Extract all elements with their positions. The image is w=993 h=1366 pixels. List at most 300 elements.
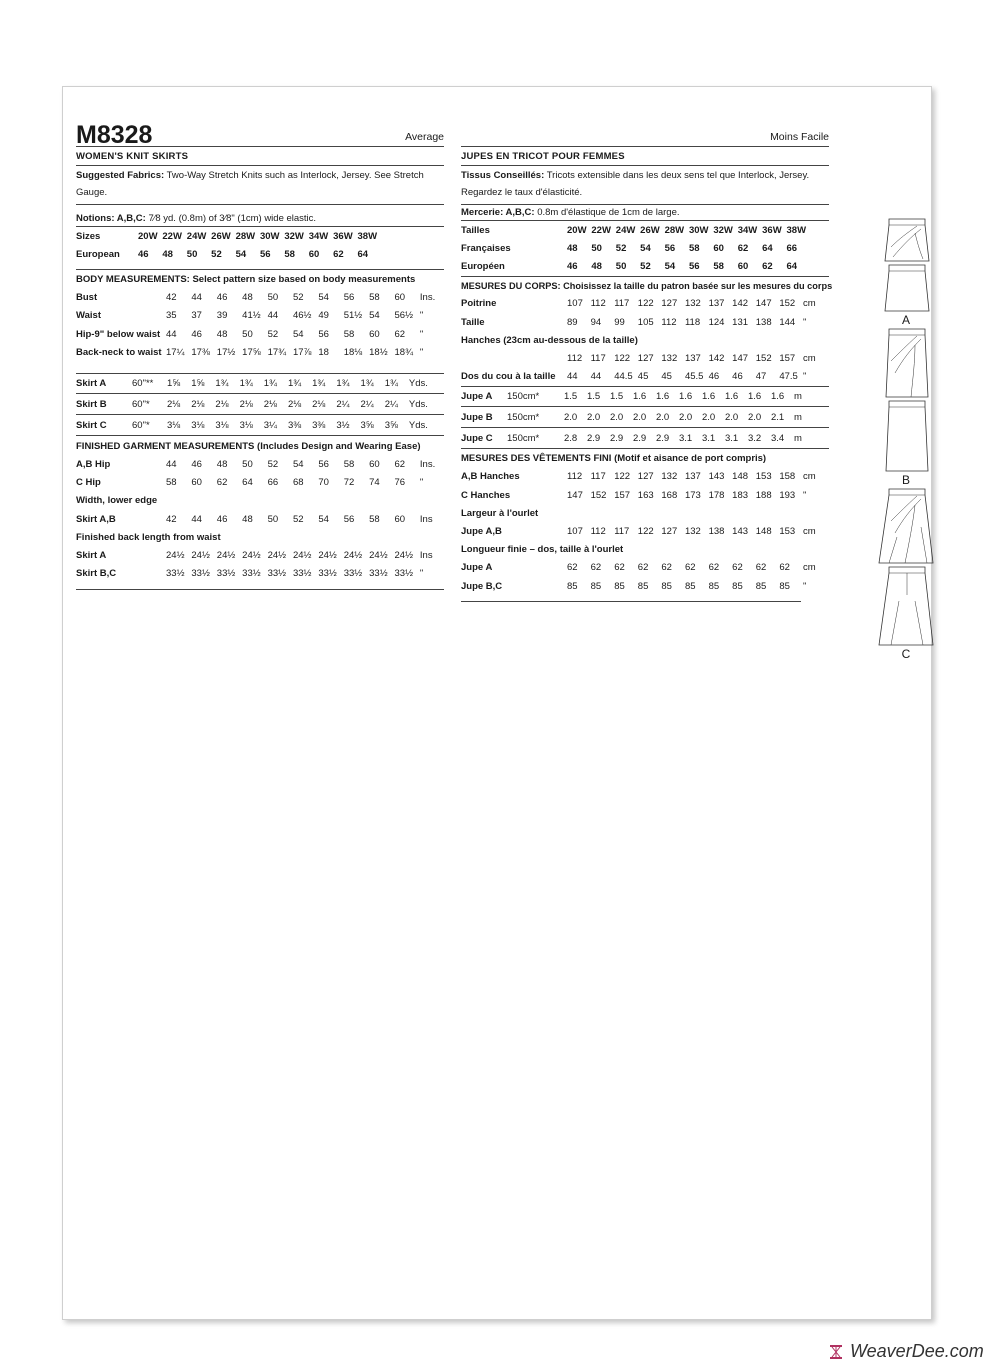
table-cell: 1.6 (633, 390, 647, 402)
table-cell: 44 (590, 371, 602, 383)
table-cell: 62 (216, 477, 228, 489)
fr-length-rows (461, 559, 829, 595)
table-cell: 2.0 (656, 411, 670, 423)
fabric-width: 60"* (132, 399, 150, 411)
finished-measurements-heading: FINISHED GARMENT MEASUREMENTS (Includes Design and Wearing Ease) (76, 440, 421, 452)
table-cell: 64 (242, 477, 253, 489)
fr-hip-rows (461, 468, 829, 504)
table-cell: 168 (661, 489, 678, 501)
table-cell: 52 (615, 242, 627, 254)
table-cell: 72 (343, 477, 355, 489)
table-cell: 62 (684, 562, 696, 574)
table-cell: 85 (708, 580, 720, 592)
table-cell: 46½ (292, 310, 312, 322)
table-cell: 2.1 (771, 411, 785, 423)
table-cell: 33½ (369, 568, 388, 580)
pattern-number: M8328 (76, 121, 153, 149)
unit-label: Yds. (408, 378, 428, 390)
table-cell: 132 (661, 471, 678, 483)
table-cell: 1.6 (725, 390, 739, 402)
fr-european-sizes (461, 257, 829, 275)
table-cell: 24½ (318, 550, 337, 562)
table-cell: 54 (292, 328, 304, 340)
table-cell: 33½ (191, 568, 210, 580)
table-cell: 122 (637, 298, 654, 310)
unit-label: cm (802, 526, 816, 538)
unit-label: Ins. (419, 292, 436, 304)
table-cell: 112 (590, 526, 606, 538)
table-cell: 17½ (216, 346, 236, 358)
table-cell: 3½ (336, 420, 350, 432)
fr-hanches-row (461, 349, 829, 367)
en-length-rows (76, 546, 444, 582)
table-cell: 52 (267, 328, 279, 340)
table-cell: 46 (191, 459, 202, 471)
table-cell: 127 (661, 526, 678, 538)
table-cell: 34W (308, 230, 329, 242)
table-cell: 3⅛ (215, 420, 229, 432)
table-cell: 137 (684, 471, 701, 483)
table-cell: 22W (591, 224, 611, 236)
en-hip-rows (76, 456, 444, 492)
table-cell: 17⅞ (292, 346, 312, 358)
table-cell: 50 (267, 292, 279, 304)
skirt-b-front-sketch (877, 327, 935, 399)
table-cell: 18¾ (394, 346, 414, 358)
table-cell: 3⅜ (287, 420, 302, 432)
table-cell: 48 (591, 260, 602, 272)
row-label: Dos du cou à la taille (461, 371, 556, 383)
table-cell: 105 (637, 316, 654, 328)
table-cell: 46 (216, 292, 228, 304)
unit-label: Yds. (408, 399, 428, 411)
table-cell: 1.5 (587, 390, 601, 402)
table-cell: 85 (637, 580, 649, 592)
table-cell: 66 (267, 477, 279, 489)
unit-label: " (802, 371, 807, 383)
unit-label: cm (802, 352, 816, 364)
table-row (461, 468, 829, 486)
row-label: Skirt B (76, 399, 107, 411)
table-cell: 122 (614, 352, 631, 364)
row-label: Jupe B,C (461, 580, 503, 592)
difficulty-label-fr: Moins Facile (461, 131, 829, 147)
table-cell: 3⅛ (239, 420, 253, 432)
table-cell: 24W (615, 224, 636, 236)
table-cell: 124 (708, 316, 725, 328)
table-cell: 33½ (343, 568, 363, 580)
table-cell: 58 (369, 513, 380, 525)
width-lower-edge-heading: Width, lower edge (76, 495, 158, 507)
table-cell: 33½ (242, 568, 261, 580)
table-cell: 112 (567, 352, 583, 364)
table-cell: 2⅛ (287, 399, 302, 411)
table-cell: 152 (590, 489, 607, 501)
table-cell: 1.6 (702, 390, 716, 402)
table-cell: 1.5 (564, 390, 578, 402)
row-label: Skirt C (76, 420, 107, 432)
table-cell: 60 (369, 328, 380, 340)
table-cell: 137 (684, 352, 701, 364)
table-cell: 46 (732, 371, 743, 383)
table-cell: 1.6 (656, 390, 670, 402)
table-cell: 153 (779, 526, 796, 538)
table-cell: 157 (614, 489, 631, 501)
table-cell: 62 (732, 562, 743, 574)
table-cell: 64 (786, 260, 798, 272)
table-cell: 3⅛ (191, 420, 205, 432)
notions-text: 7⁄8 yd. (0.8m) of 3⁄8" (1cm) wide elastic. (145, 213, 317, 224)
table-cell: 107 (567, 298, 583, 310)
width-lower-edge-heading-fr: Largeur à l'ourlet (461, 507, 539, 519)
skirt-a-back-sketch (877, 263, 935, 313)
unit-label: " (419, 328, 424, 340)
table-cell: 38W (357, 230, 378, 242)
table-cell: 62 (737, 242, 749, 254)
table-cell: 44 (567, 371, 578, 383)
table-cell: 117 (614, 526, 630, 538)
table-cell: 1.6 (748, 390, 762, 402)
table-cell: 17⅜ (191, 346, 210, 358)
table-cell: 143 (708, 471, 725, 483)
table-cell: 60 (191, 477, 202, 489)
unit-label: " (802, 489, 807, 501)
table-cell: 85 (684, 580, 696, 592)
table-row (461, 221, 829, 239)
table-cell: 85 (590, 580, 602, 592)
table-cell: 3⅛ (167, 420, 181, 432)
unit-label: " (802, 580, 807, 592)
table-cell: 2.0 (633, 411, 647, 423)
table-cell: 62 (333, 248, 344, 260)
row-label: Jupe C (461, 432, 493, 444)
table-cell: 127 (637, 352, 654, 364)
table-cell: 48 (242, 292, 253, 304)
table-cell: 42 (166, 292, 177, 304)
table-cell: 33½ (166, 568, 185, 580)
table-cell: 64 (357, 248, 369, 260)
table-cell: 2.0 (564, 411, 578, 423)
table-cell: 2⅛ (239, 399, 253, 411)
table-cell: 2.0 (610, 411, 624, 423)
table-cell: 3.1 (702, 432, 716, 444)
table-cell: 147 (567, 489, 583, 501)
table-cell: 68 (292, 477, 304, 489)
body-measurements-heading-fr: MESURES DU CORPS: Choisissez la taille du patron basée sur les mesures du corps (461, 280, 833, 291)
unit-label: " (419, 568, 424, 580)
table-cell: 2⅛ (312, 399, 326, 411)
fr-width-rows (461, 522, 829, 540)
table-cell: 147 (732, 352, 749, 364)
table-row (461, 577, 829, 595)
row-label: Européen (461, 260, 505, 272)
brand-name: WeaverDee.com (850, 1341, 984, 1361)
table-cell: 52 (211, 248, 222, 260)
table-cell: 58 (713, 260, 724, 272)
table-cell: 60 (308, 248, 320, 260)
table-cell: 24½ (292, 550, 312, 562)
unit-label: m (794, 411, 802, 423)
table-cell: 32W (713, 224, 733, 236)
table-cell: 3.4 (771, 432, 785, 444)
table-cell: 1¾ (384, 378, 398, 390)
view-a-label: A (901, 313, 910, 327)
table-cell: 132 (661, 352, 678, 364)
table-cell: 142 (732, 298, 749, 310)
row-label: Tailles (461, 224, 490, 236)
table-cell: 18 (318, 346, 329, 358)
row-label: Jupe A (461, 562, 493, 574)
table-cell: 33½ (318, 568, 337, 580)
table-cell: 44.5 (614, 371, 633, 383)
notions-label: Notions: A,B,C: (76, 213, 146, 224)
fabric-width: 150cm* (507, 411, 540, 423)
table-cell: 94 (590, 316, 602, 328)
finished-measurements-heading-fr: MESURES DES VÊTEMENTS FINI (Motif et aisance de port compris) (461, 453, 767, 465)
table-cell: 38W (786, 224, 807, 236)
fabrics-label: Suggested Fabrics: (76, 170, 165, 181)
table-cell: 183 (732, 489, 749, 501)
table-cell: 85 (567, 580, 578, 592)
row-label: C Hanches (461, 489, 511, 501)
unit-label: Ins. (419, 459, 436, 471)
table-cell: 1¾ (263, 378, 277, 390)
table-cell: 48 (216, 328, 228, 340)
table-cell: 58 (343, 459, 355, 471)
table-cell: 48 (567, 242, 578, 254)
table-cell: 36W (762, 224, 782, 236)
table-cell: 2.0 (702, 411, 716, 423)
table-cell: 193 (779, 489, 796, 501)
table-cell: 44 (267, 310, 279, 322)
table-row (461, 313, 829, 331)
table-cell: 60 (713, 242, 724, 254)
table-cell: 62 (394, 328, 406, 340)
view-b-label: B (901, 473, 910, 487)
en-yardage-rows (76, 374, 444, 436)
table-cell: 60 (394, 292, 406, 304)
table-cell: 1¾ (239, 378, 253, 390)
view-sketches (877, 217, 937, 661)
table-cell: 58 (284, 248, 295, 260)
table-cell: 147 (755, 298, 772, 310)
table-cell: 44 (166, 328, 177, 340)
table-row (76, 456, 444, 474)
table-cell: 56 (259, 248, 271, 260)
table-cell: 152 (755, 352, 772, 364)
notions-label-fr: Mercerie: A,B,C: (461, 207, 535, 218)
fabrics-text-fr: Tricots extensible dans les deux sens tel que Interlock, Jersey. (544, 170, 810, 181)
table-cell: 28W (664, 224, 685, 236)
en-width-rows (76, 510, 444, 528)
table-cell: 74 (369, 477, 380, 489)
unit-label: Ins (419, 550, 433, 562)
table-cell: 34W (737, 224, 758, 236)
hanches-heading-fr: Hanches (23cm au-dessous de la taille) (461, 334, 638, 346)
unit-label: cm (802, 562, 816, 574)
pattern-title: WOMEN'S KNIT SKIRTS (76, 147, 444, 166)
notions (76, 205, 444, 227)
table-row (461, 257, 829, 275)
table-cell: 46 (191, 328, 202, 340)
skirt-b-back-sketch (877, 399, 935, 473)
table-cell: 50 (267, 513, 279, 525)
table-cell: 118 (684, 316, 701, 328)
table-row (76, 416, 444, 436)
row-label: Skirt A,B (76, 513, 116, 525)
table-cell: 46 (708, 371, 720, 383)
table-cell: 48 (242, 513, 253, 525)
table-cell: 131 (732, 316, 749, 328)
table-cell: 50 (242, 459, 253, 471)
table-cell: 47.5 (779, 371, 798, 383)
fr-french-sizes (461, 239, 829, 257)
table-cell: 85 (779, 580, 790, 592)
table-cell: 52 (267, 459, 279, 471)
table-cell: 24½ (343, 550, 363, 562)
brand-watermark (827, 1341, 984, 1362)
table-cell: 48 (216, 459, 228, 471)
table-cell: 52 (292, 513, 304, 525)
table-cell: 148 (755, 526, 772, 538)
table-cell: 138 (708, 526, 725, 538)
table-cell: 2.9 (633, 432, 647, 444)
table-cell: 44 (166, 459, 177, 471)
body-measurements-heading: BODY MEASUREMENTS: Select pattern size based on body measurements (76, 273, 416, 285)
table-cell: 50 (242, 328, 253, 340)
table-cell: 52 (640, 260, 651, 272)
table-cell: 2.9 (587, 432, 601, 444)
table-cell: 2¼ (336, 399, 350, 411)
fabric-width: 150cm* (507, 432, 540, 444)
table-cell: 127 (637, 471, 654, 483)
table-cell: 56 (343, 292, 355, 304)
table-cell: 54 (369, 310, 380, 322)
table-cell: 54 (292, 459, 304, 471)
difficulty-label: Average (76, 131, 444, 147)
unit-label: m (794, 390, 802, 402)
table-cell: 60 (394, 513, 406, 525)
row-label: Back-neck to waist (76, 346, 162, 358)
row-label: A,B Hanches (461, 471, 520, 483)
table-cell: 132 (684, 526, 701, 538)
table-cell: 54 (640, 242, 651, 254)
table-row (76, 343, 444, 361)
table-cell: 58 (369, 292, 380, 304)
table-row (76, 474, 444, 492)
table-cell: 173 (684, 489, 701, 501)
table-cell: 1¾ (360, 378, 374, 390)
table-cell: 54 (235, 248, 247, 260)
table-cell: 1⅝ (191, 378, 205, 390)
table-cell: 28W (235, 230, 256, 242)
table-cell: 44 (191, 513, 202, 525)
table-row (76, 245, 444, 263)
table-cell: 2.8 (564, 432, 578, 444)
table-cell: 46 (216, 513, 228, 525)
table-row (76, 510, 444, 528)
unit-label: " (419, 310, 424, 322)
table-cell: 44 (191, 292, 202, 304)
table-cell: 56 (318, 328, 329, 340)
table-row (461, 486, 829, 504)
table-cell: 62 (708, 562, 720, 574)
table-cell: 122 (614, 471, 631, 483)
unit-label: m (794, 432, 802, 444)
table-cell: 17¼ (166, 346, 185, 358)
fabric-width: 60"** (132, 378, 154, 390)
finished-length-heading-fr: Longueur finie – dos, taille à l'ourlet (461, 544, 624, 556)
table-cell: 2⅛ (215, 399, 229, 411)
table-cell: 24½ (242, 550, 261, 562)
en-european (76, 245, 444, 263)
table-cell: 2⅛ (191, 399, 205, 411)
fr-body-rows (461, 295, 829, 331)
row-label: Jupe A (461, 390, 493, 402)
table-cell: 2.0 (748, 411, 762, 423)
table-cell: 2.0 (679, 411, 693, 423)
row-label: Skirt B,C (76, 568, 117, 580)
table-cell: 153 (755, 471, 772, 483)
table-cell: 2.9 (610, 432, 624, 444)
row-label: Sizes (76, 230, 101, 242)
fr-sizes (461, 221, 829, 239)
row-label: C Hip (76, 477, 101, 489)
table-row (76, 374, 444, 394)
table-cell: 157 (779, 352, 796, 364)
table-cell: 1.5 (610, 390, 624, 402)
table-cell: 112 (567, 471, 583, 483)
table-cell: 33½ (267, 568, 287, 580)
row-label: Skirt A (76, 550, 107, 562)
suggested-fabrics-fr (461, 166, 829, 205)
table-cell: 3⅝ (384, 420, 398, 432)
table-cell: 17¾ (267, 346, 287, 358)
table-cell: 62 (567, 562, 578, 574)
table-cell: 24½ (394, 550, 414, 562)
row-label: Jupe B (461, 411, 493, 423)
english-column (76, 131, 444, 590)
table-cell: 54 (318, 513, 329, 525)
table-cell: 56 (318, 459, 329, 471)
table-cell: 24½ (267, 550, 287, 562)
table-cell: 42 (166, 513, 177, 525)
table-cell: 2.9 (656, 432, 670, 444)
table-cell: 188 (755, 489, 772, 501)
row-label: Waist (76, 310, 101, 322)
table-cell: 64 (762, 242, 773, 254)
table-cell: 56½ (394, 310, 414, 322)
pattern-envelope-back (62, 86, 932, 1320)
table-cell: 45 (661, 371, 672, 383)
fr-dos-row (461, 368, 829, 386)
row-label: European (76, 248, 120, 260)
table-cell: 112 (661, 316, 677, 328)
row-label: Bust (76, 292, 98, 304)
unit-label: " (419, 346, 424, 358)
table-cell: 26W (211, 230, 231, 242)
table-row (461, 408, 829, 428)
table-cell: 39 (216, 310, 228, 322)
view-c-label: C (901, 647, 911, 661)
table-cell: 54 (318, 292, 329, 304)
table-cell: 3.2 (748, 432, 762, 444)
table-cell: 3⅝ (360, 420, 374, 432)
table-cell: 62 (590, 562, 602, 574)
table-row (76, 546, 444, 564)
table-cell: 62 (755, 562, 767, 574)
table-cell: 85 (661, 580, 672, 592)
